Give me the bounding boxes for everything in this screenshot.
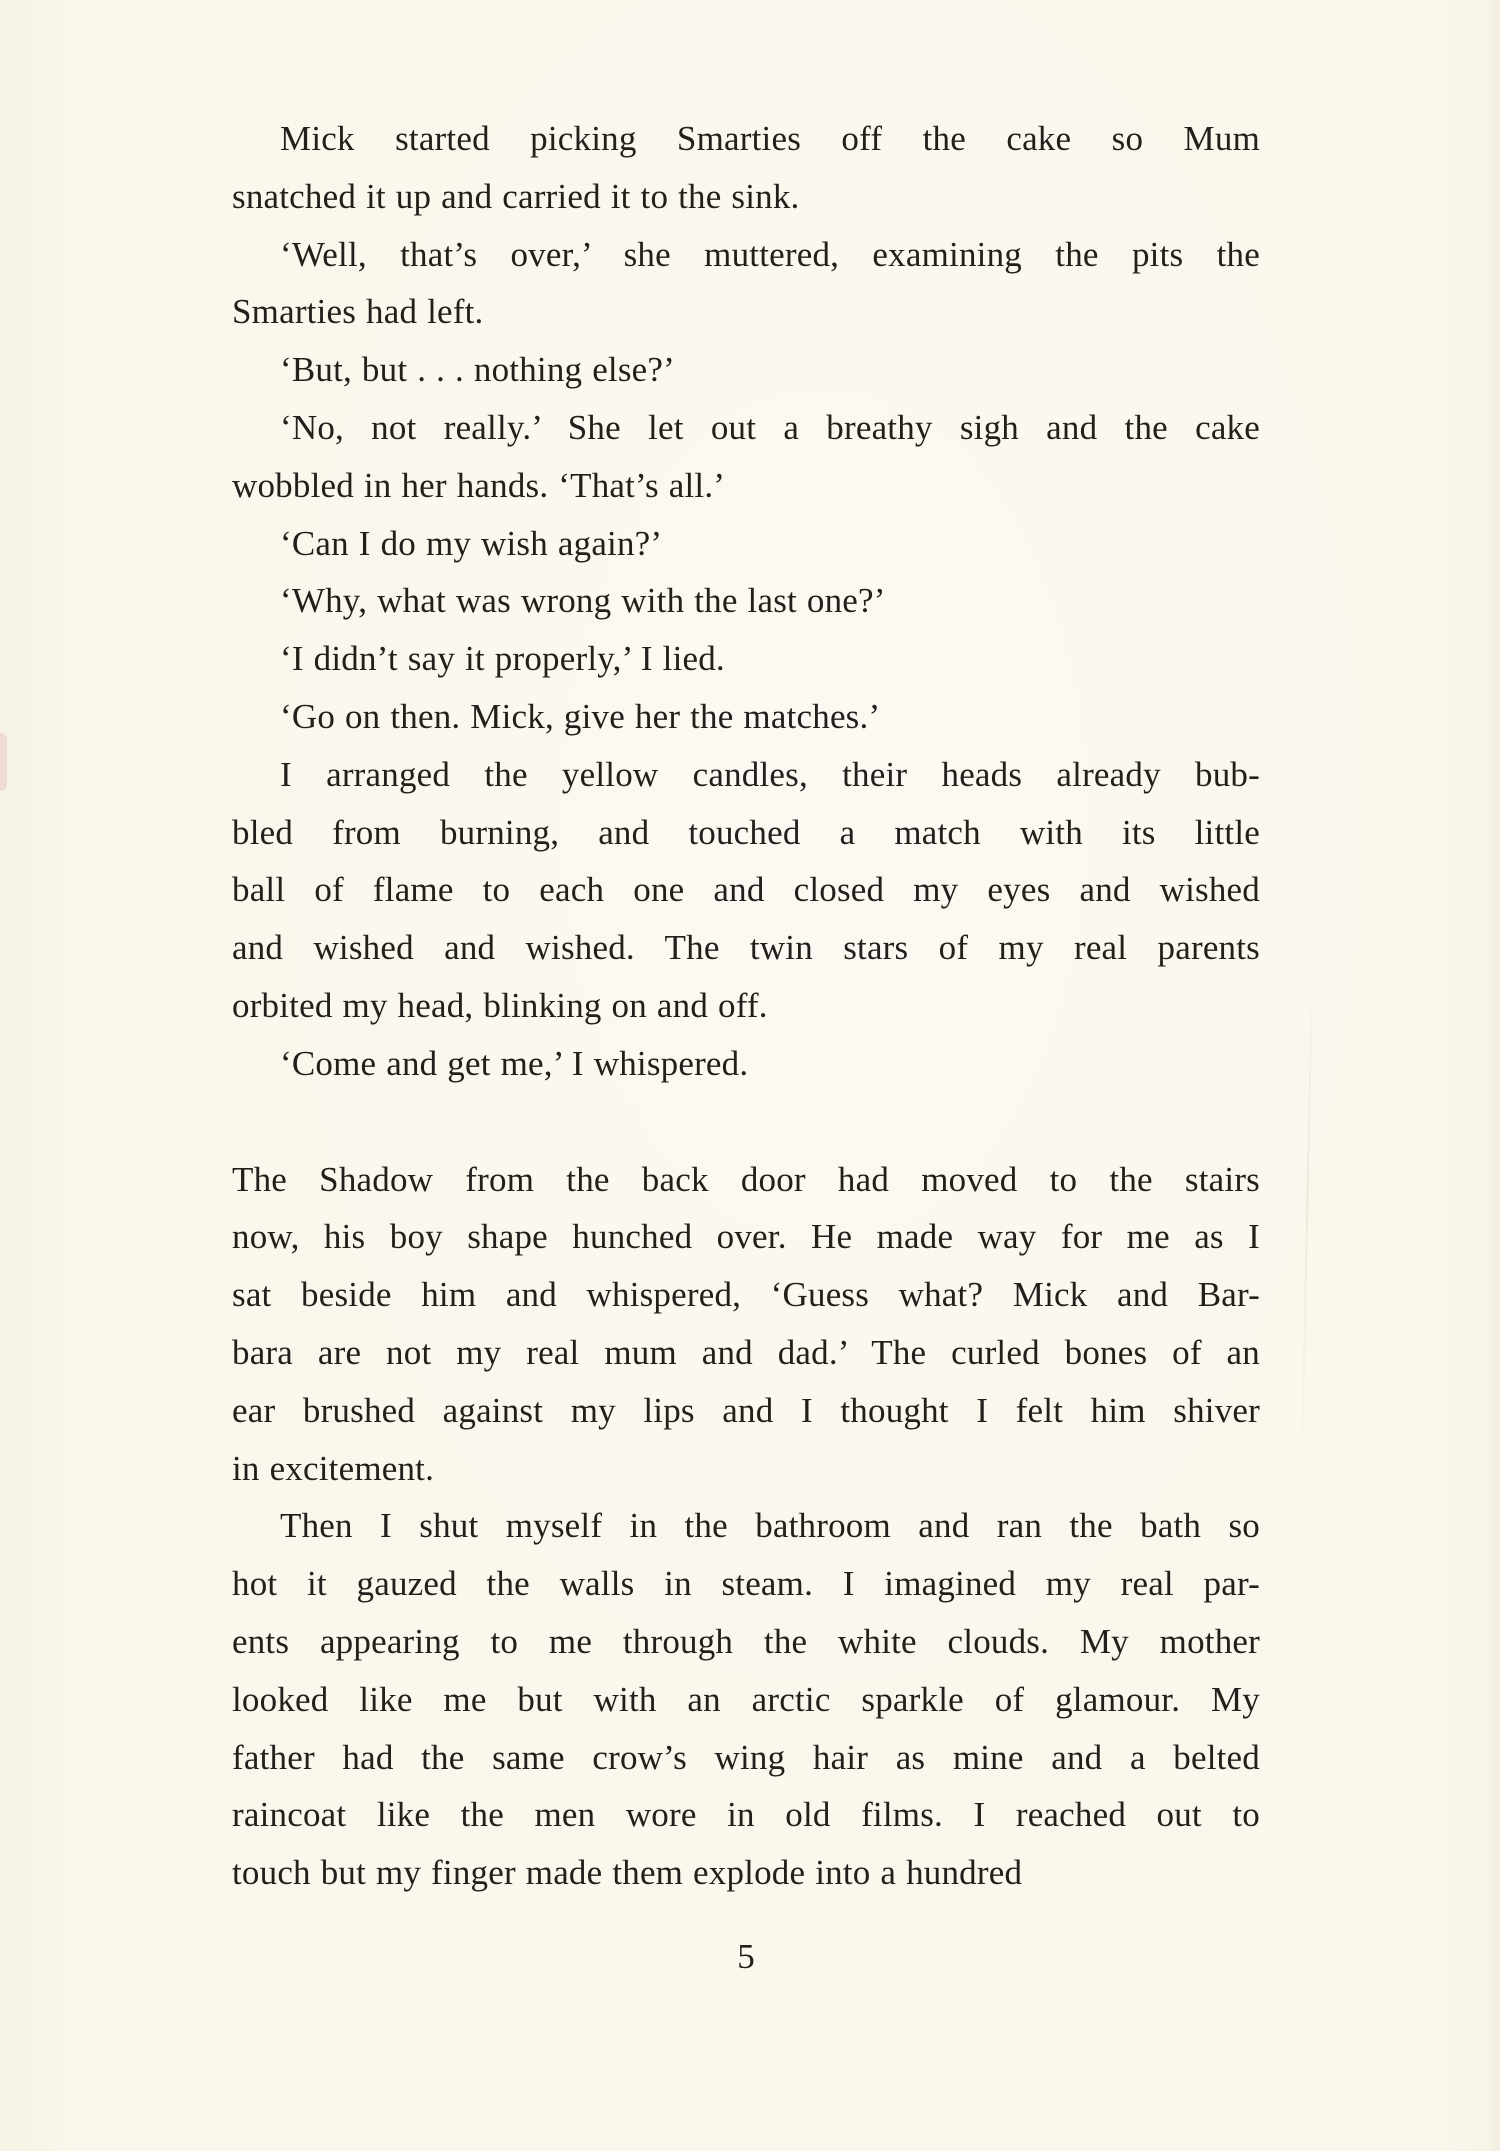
text-line: raincoat like the men wore in old films. I reached out to [232, 1795, 1260, 1835]
paragraph [232, 399, 1260, 515]
text-line: ‘I didn’t say it properly,’ I lied. [280, 639, 725, 679]
page-edge-shading [1486, 0, 1500, 2151]
paragraph [232, 746, 1260, 1035]
text-line: ear brushed against my lips and I thought I felt him shiver [232, 1390, 1260, 1430]
text-line: father had the same crow’s wing hair as mine and a belted [232, 1737, 1260, 1777]
text-line: in excitement. [232, 1448, 435, 1488]
paragraph [232, 630, 1260, 688]
text-line: Mick started picking Smarties off the cake so Mum [280, 119, 1260, 158]
text-line: snatched it up and carried it to the sink. [232, 176, 800, 216]
text-line: ‘Well, that’s over,’ she muttered, examining the pits the [280, 234, 1260, 274]
text-line: hot it gauzed the walls in steam. I imagined my real par- [232, 1564, 1260, 1604]
body-text [232, 110, 1260, 1902]
text-line: ‘Why, what was wrong with the last one?’ [280, 581, 886, 621]
paragraph [232, 110, 1260, 226]
paragraph [232, 572, 1260, 630]
text-line: looked like me but with an arctic sparkle of glamour. My [232, 1679, 1260, 1719]
paragraph [232, 226, 1260, 342]
text-line: ‘Go on then. Mick, give her the matches.’ [280, 696, 881, 736]
text-line: ball of flame to each one and closed my eyes and wished [232, 870, 1260, 910]
paragraph [232, 1035, 1260, 1093]
text-line: ‘Can I do my wish again?’ [280, 523, 663, 563]
text-line: wobbled in her hands. ‘That’s all.’ [232, 465, 726, 505]
text-line: ents appearing to me through the white clouds. My mother [232, 1621, 1260, 1661]
text-line: bara are not my real mum and dad.’ The curled bones of an [232, 1332, 1260, 1372]
paragraph [232, 1151, 1260, 1498]
paragraph [232, 341, 1260, 399]
text-line: ‘But, but . . . nothing else?’ [280, 350, 676, 390]
paragraph [232, 515, 1260, 573]
text-line: ‘Come and get me,’ I whispered. [280, 1043, 749, 1083]
text-line: I arranged the yellow candles, their heads already bub- [280, 754, 1260, 794]
text-line: orbited my head, blinking on and off. [232, 985, 768, 1025]
text-line: ‘No, not really.’ She let out a breathy sigh and the cake [280, 407, 1260, 447]
text-line: touch but my finger made them explode into a hundred [232, 1853, 1023, 1893]
text-line: sat beside him and whispered, ‘Guess what? Mick and Bar- [232, 1275, 1260, 1315]
text-line: now, his boy shape hunched over. He made way for me as I [232, 1217, 1260, 1257]
scan-smear-artifact [0, 733, 7, 791]
paragraph [232, 688, 1260, 746]
text-line: Smarties had left. [232, 292, 484, 332]
text-line: and wished and wished. The twin stars of my real parents [232, 928, 1260, 968]
paragraph [232, 1497, 1260, 1902]
text-line: The Shadow from the back door had moved to the stairs [232, 1159, 1260, 1199]
scan-crease-artifact [1300, 950, 1313, 1490]
page-number: 5 [737, 1937, 755, 1976]
text-line: bled from burning, and touched a match with its little [232, 812, 1260, 852]
text-line: Then I shut myself in the bathroom and ran the bath so [280, 1506, 1260, 1546]
